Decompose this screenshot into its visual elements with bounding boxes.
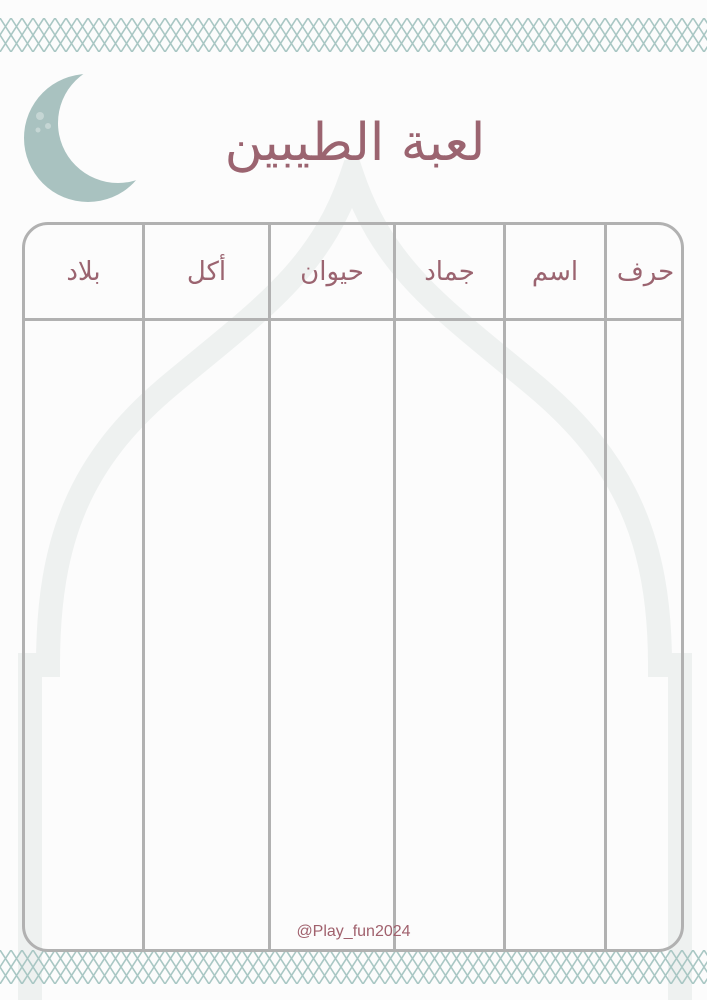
column-divider [393,225,396,949]
social-handle: @Play_fun2024 [296,923,411,940]
column-divider [604,225,607,949]
column-divider [503,225,506,949]
column-header-food: أكل [186,256,227,287]
column-divider [268,225,271,949]
bottom-lattice-border [0,950,707,984]
page-title: لعبة الطيبين [224,113,486,173]
column-header-object: جماد [424,256,475,287]
word-game-table [22,222,684,952]
column-header-letter: حرف [616,256,675,287]
crescent-moon-icon [18,68,158,208]
header-divider [25,318,681,321]
top-lattice-border [0,18,707,52]
column-divider [142,225,145,949]
column-header-country: بلاد [66,256,101,287]
column-header-animal: حيوان [300,256,364,287]
column-header-name: اسم [531,256,579,287]
